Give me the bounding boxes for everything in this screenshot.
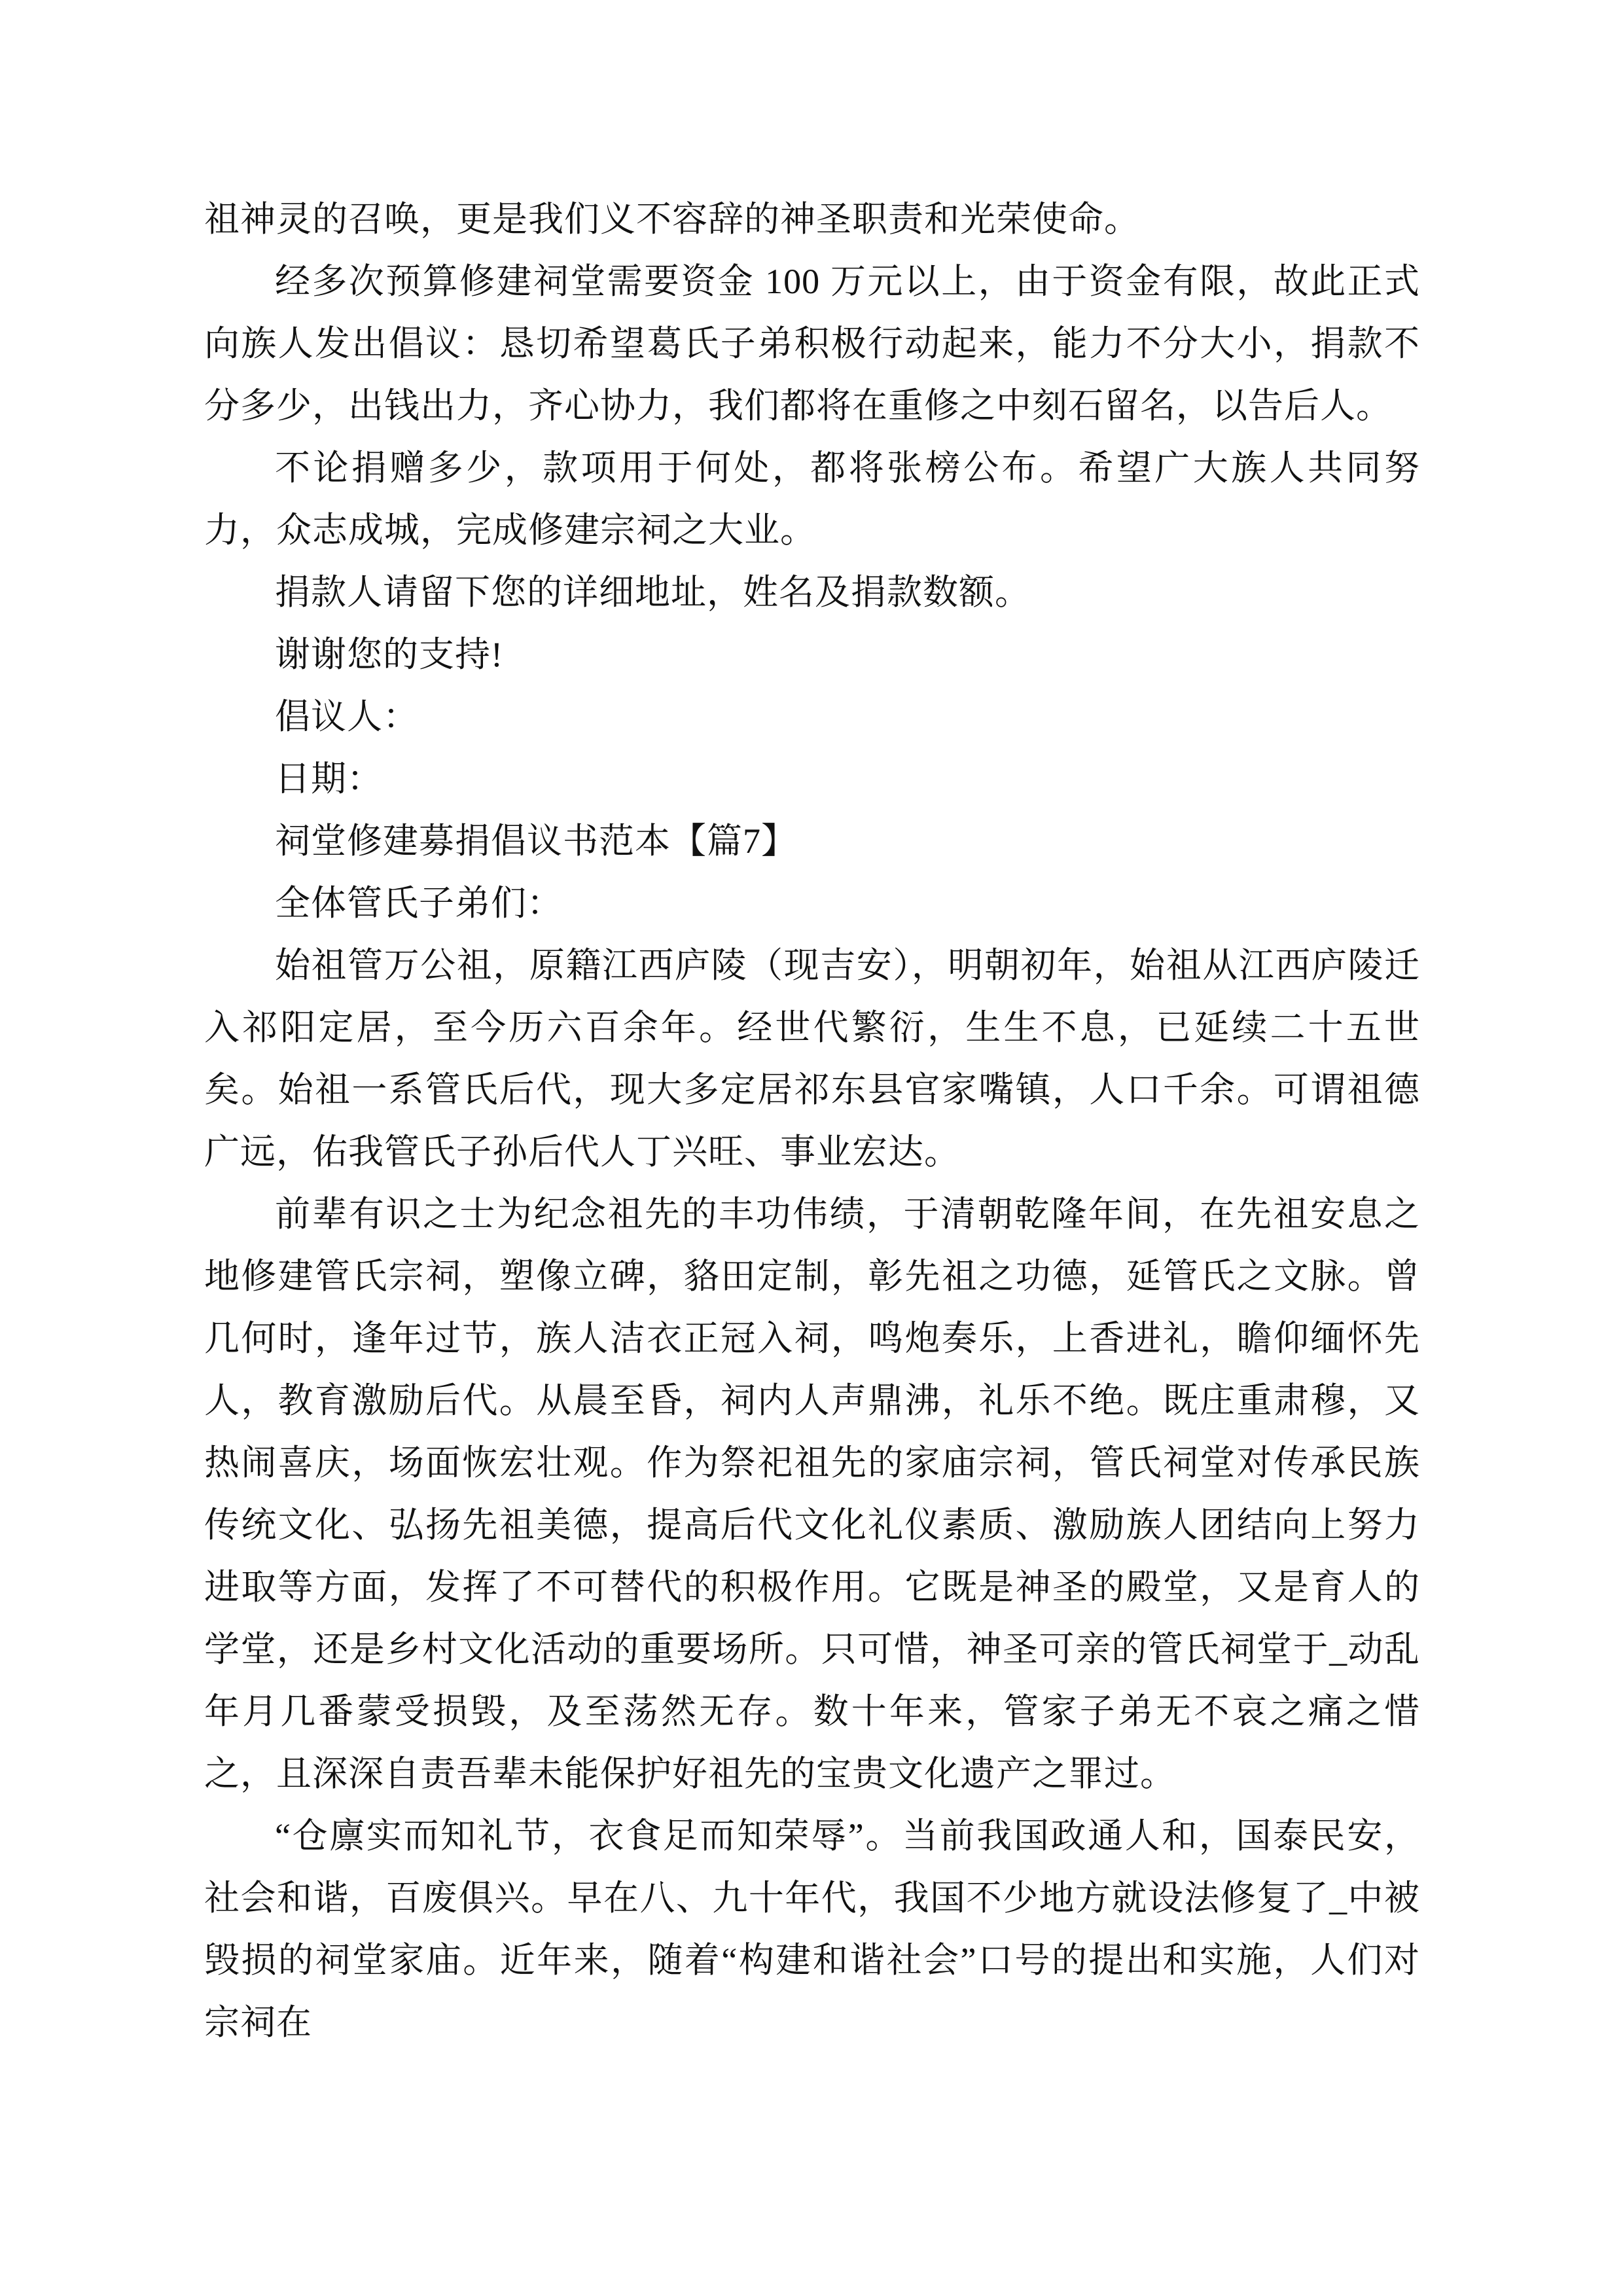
paragraph-salutation: 全体管氏子弟们：	[275, 884, 563, 923]
paragraph-continuation: 祖神灵的召唤，更是我们义不容辞的神圣职责和光荣使命。	[204, 200, 1140, 239]
paragraph-proposer-label: 倡议人：	[275, 697, 419, 736]
paragraph-donation-publicity: 不论捐赠多少，款项用于何处，都将张榜公布。希望广大族人共同努力，众志成城，完成修建宗祠之大业。	[204, 448, 1420, 550]
paragraph-hall-history: 前辈有识之士为纪念祖先的丰功伟绩，于清朝乾隆年间，在先祖安息之地修建管氏宗祠，塑像立碑，貉田定制，彰先祖之功德，延管氏之文脉。曾几何时，逢年过节，族人洁衣正冠入祠，鸣炮奏乐，上香进礼，瞻仰缅怀先人，教育激励后代。从晨至昏，祠内人声鼎沸，礼乐不绝。既庄重肃穆，又热闹喜庆，场面恢宏壮观。作为祭祀祖先的家庙宗祠，管氏祠堂对传承民族传统文化、弘扬先祖美德，提高后代文化礼仪素质、激励族人团结向上努力进取等方面，发挥了不可替代的积极作用。它既是神圣的殿堂，又是育人的学堂，还是乡村文化活动的重要场所。只可惜，神圣可亲的管氏祠堂于_动乱年月几番蒙受损毁，及至荡然无存。数十年来，管家子弟无不哀之痛之惜之，且深深自责吾辈未能保护好祖先的宝贵文化遗产之罪过。	[204, 1194, 1420, 1793]
paragraph-budget-appeal: 经多次预算修建祠堂需要资金 100 万元以上，由于资金有限，故此正式向族人发出倡议：恳切希望葛氏子弟积极行动起来，能力不分大小，捐款不分多少，出钱出力，齐心协力，我们都将在重修之中刻石留名，以告后人。	[204, 262, 1420, 425]
paragraph-donor-info-request: 捐款人请留下您的详细地址，姓名及捐款数额。	[275, 573, 1031, 612]
paragraph-ancestor-history: 始祖管万公祖，原籍江西庐陵（现吉安），明朝初年，始祖从江西庐陵迁入祁阳定居，至今历六百余年。经世代繁衍，生生不息，已延续二十五世矣。始祖一系管氏后代，现大多定居祁东县官家嘴镇，人口千余。可谓祖德广远，佑我管氏子孙后代人丁兴旺、事业宏达。	[204, 946, 1420, 1172]
section-title-sample-7: 祠堂修建募捐倡议书范本【篇7】	[275, 821, 797, 861]
paragraph-thanks: 谢谢您的支持!	[275, 635, 503, 674]
paragraph-restoration-context: “仓廪实而知礼节，衣食足而知荣辱”。当前我国政通人和，国泰民安，社会和谐，百废俱兴。早在八、九十年代，我国不少地方就设法修复了_中被毁损的祠堂家庙。近年来，随着“构建和谐社会”口号的提出和实施，人们对宗祠在	[204, 1816, 1420, 2042]
paragraph-date-label: 日期：	[275, 759, 383, 798]
document-body	[204, 188, 1420, 2054]
